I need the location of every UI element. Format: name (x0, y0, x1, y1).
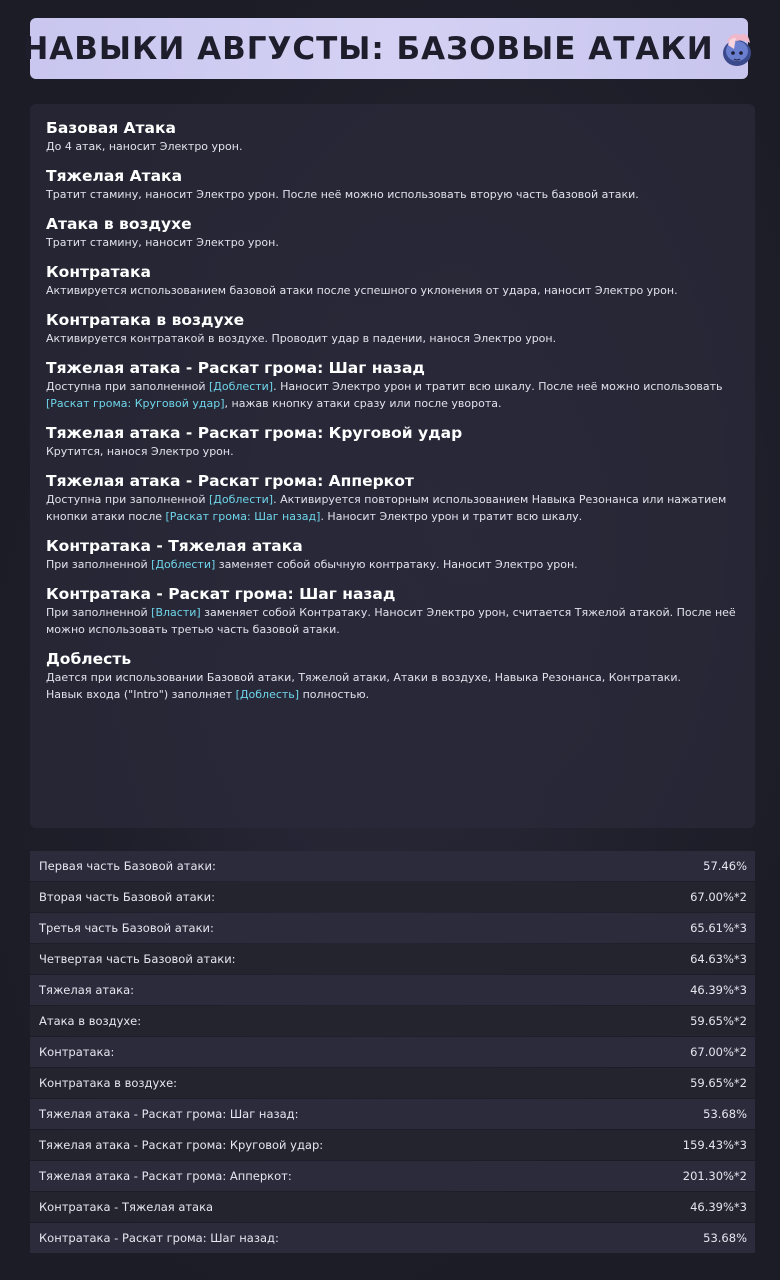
row-label: Тяжелая атака: (39, 983, 135, 997)
row-value: 67.00%*2 (690, 1045, 747, 1059)
skill-entry (46, 118, 739, 155)
description-text: , нажав кнопку атаки сразу или после уворота. (224, 397, 502, 410)
row-label: Третья часть Базовой атаки: (39, 921, 214, 935)
skill-entry (46, 649, 739, 703)
term-highlight: [Доблести] (209, 493, 274, 506)
skills-description-panel (30, 104, 755, 828)
row-value: 57.46% (703, 859, 747, 873)
row-label: Контратака - Тяжелая атака (39, 1200, 214, 1214)
skill-entry (46, 584, 739, 638)
skill-title: Тяжелая атака - Раскат грома: Шаг назад (46, 359, 425, 377)
row-value: 201.30%*2 (682, 1169, 747, 1183)
skill-entry (46, 166, 739, 203)
skill-description (46, 443, 739, 460)
term-highlight: [Раскат грома: Круговой удар] (46, 397, 225, 410)
table-row (30, 882, 755, 912)
table-row (30, 1037, 755, 1067)
row-value: 53.68% (703, 1231, 747, 1245)
description-text: заменяет собой Контратаку. Наносит Электро урон, считается Тяжелой атакой. После неё можно использовать третью часть базовой атаки. (46, 606, 736, 636)
table-row (30, 913, 755, 943)
row-value: 159.43%*3 (682, 1138, 747, 1152)
description-text: заменяет собой обычную контратаку. Наносит Электро урон. (215, 558, 578, 571)
table-row (30, 851, 755, 881)
skill-title: Контратака (46, 263, 151, 281)
skill-title: Контратака - Тяжелая атака (46, 537, 303, 555)
row-value: 59.65%*2 (690, 1014, 747, 1028)
skill-title: Тяжелая атака - Раскат грома: Круговой удар (46, 424, 463, 442)
description-text: . Наносит Электро урон и тратит всю шкалу. (320, 510, 583, 523)
character-avatar-icon (718, 29, 756, 69)
row-label: Контратака: (39, 1045, 115, 1059)
page-header (22, 18, 748, 79)
description-text: полностью. (299, 688, 370, 701)
description-text: Крутится, нанося Электро урон. (46, 445, 234, 458)
row-value: 46.39%*3 (690, 1200, 747, 1214)
skill-entry (46, 262, 739, 299)
skill-description (46, 556, 739, 573)
row-label: Контратака - Раскат грома: Шаг назад: (39, 1231, 279, 1245)
skill-entry (46, 214, 739, 251)
description-text: Активируется использованием базовой атаки после успешного уклонения от удара, наносит Электро урон. (46, 284, 678, 297)
skill-entry (46, 423, 739, 460)
table-row (30, 1192, 755, 1222)
skill-description (46, 669, 739, 703)
skill-title: Контратака в воздухе (46, 311, 245, 329)
skill-title: Тяжелая атака - Раскат грома: Апперкот (46, 472, 414, 490)
table-row (30, 1006, 755, 1036)
term-highlight: [Власти] (151, 606, 201, 619)
skill-entry (46, 310, 739, 347)
table-row (30, 1068, 755, 1098)
description-text: До 4 атак, наносит Электро урон. (46, 140, 243, 153)
description-text: Доступна при заполненной (46, 493, 209, 506)
row-label: Первая часть Базовой атаки: (39, 859, 216, 873)
skill-description (46, 604, 739, 638)
skill-description (46, 378, 739, 412)
skill-entry (46, 358, 739, 412)
skill-description (46, 282, 739, 299)
skill-description (46, 138, 739, 155)
row-value: 46.39%*3 (690, 983, 747, 997)
description-text: Навык входа ("Intro") заполняет (46, 688, 236, 701)
damage-multipliers-table (30, 851, 755, 1254)
skill-description (46, 234, 739, 251)
description-text: Доступна при заполненной (46, 380, 209, 393)
row-label: Тяжелая атака - Раскат грома: Шаг назад: (39, 1107, 299, 1121)
skill-title: Контратака - Раскат грома: Шаг назад (46, 585, 396, 603)
skill-description (46, 330, 739, 347)
skill-title: Доблесть (46, 650, 132, 668)
table-row (30, 975, 755, 1005)
term-highlight: [Доблесть] (235, 688, 300, 701)
table-row (30, 944, 755, 974)
row-label: Тяжелая атака - Раскат грома: Круговой удар: (39, 1138, 324, 1152)
skill-title: Атака в воздухе (46, 215, 192, 233)
skill-entry (46, 536, 739, 573)
skill-title: Тяжелая Атака (46, 167, 183, 185)
row-label: Тяжелая атака - Раскат грома: Апперкот: (39, 1169, 292, 1183)
skill-title: Базовая Атака (46, 119, 176, 137)
row-label: Вторая часть Базовой атаки: (39, 890, 215, 904)
row-value: 59.65%*2 (690, 1076, 747, 1090)
page-title: НАВЫКИ АВГУСТЫ: БАЗОВЫЕ АТАКИ (22, 30, 714, 67)
term-highlight: [Доблести] (151, 558, 216, 571)
table-row (30, 1161, 755, 1191)
row-value: 53.68% (703, 1107, 747, 1121)
description-text: При заполненной (46, 558, 152, 571)
description-text: Дается при использовании Базовой атаки, Тяжелой атаки, Атаки в воздухе, Навыка Резонанса, Контратаки. (46, 671, 682, 684)
term-highlight: [Раскат грома: Шаг назад] (165, 510, 321, 523)
description-text: При заполненной (46, 606, 152, 619)
term-highlight: [Доблести] (209, 380, 274, 393)
table-row (30, 1223, 755, 1253)
row-value: 65.61%*3 (690, 921, 747, 935)
skill-entry (46, 471, 739, 525)
row-label: Четвертая часть Базовой атаки: (39, 952, 236, 966)
row-label: Атака в воздухе: (39, 1014, 142, 1028)
row-label: Контратака в воздухе: (39, 1076, 178, 1090)
description-text: Тратит стамину, наносит Электро урон. (46, 236, 279, 249)
skill-description (46, 491, 739, 525)
row-value: 67.00%*2 (690, 890, 747, 904)
row-value: 64.63%*3 (690, 952, 747, 966)
description-text: . Активируется повторным использованием Навыка Резонанса или нажатием кнопки атаки после (46, 493, 727, 523)
skill-description (46, 186, 739, 203)
description-text: Активируется контратакой в воздухе. Проводит удар в падении, нанося Электро урон. (46, 332, 557, 345)
description-text: Тратит стамину, наносит Электро урон. После неё можно использовать вторую часть базовой атаки. (46, 188, 639, 201)
table-row (30, 1130, 755, 1160)
table-row (30, 1099, 755, 1129)
description-text: . Наносит Электро урон и тратит всю шкалу. После неё можно использовать (273, 380, 723, 393)
